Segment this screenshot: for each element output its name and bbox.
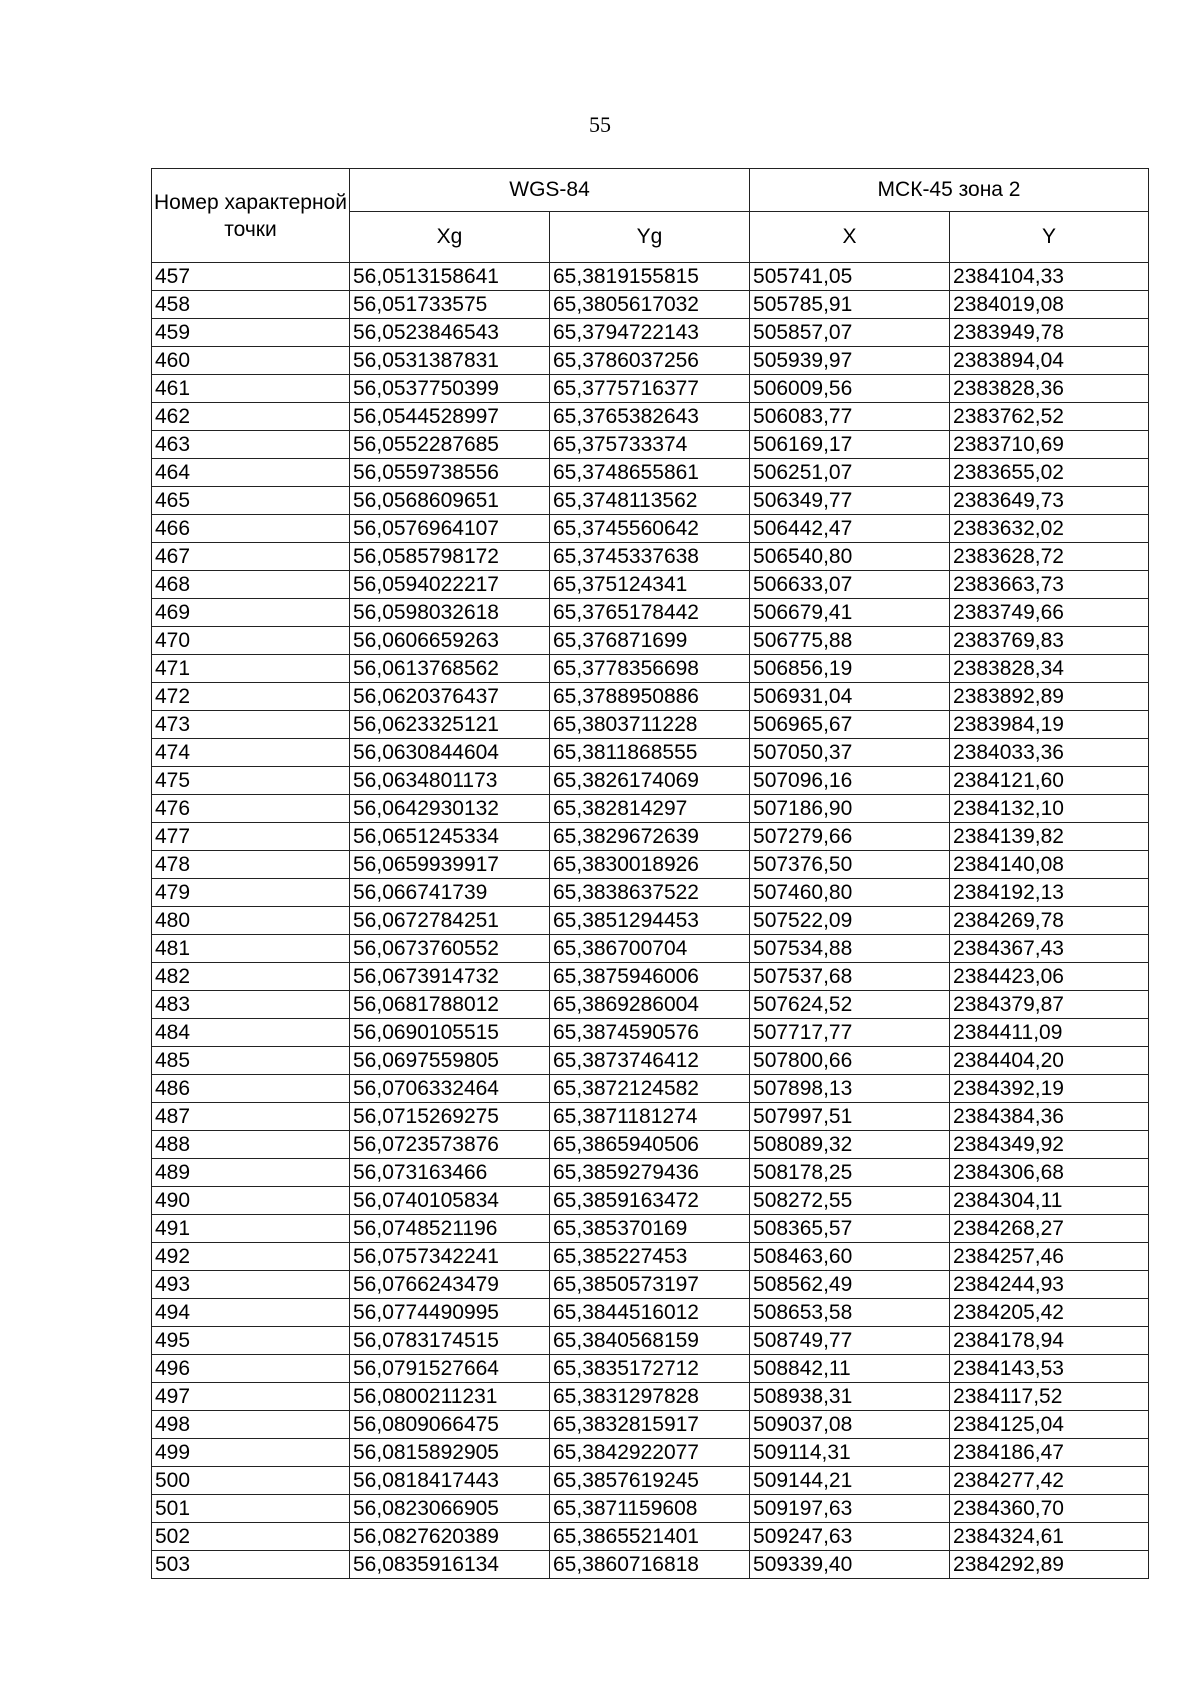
point-number-cell: 464 — [152, 459, 350, 487]
x-cell: 506679,41 — [750, 599, 950, 627]
xg-cell: 56,0513158641 — [350, 263, 550, 291]
table-row — [152, 1103, 1149, 1131]
xg-cell: 56,0723573876 — [350, 1131, 550, 1159]
xg-cell: 56,0697559805 — [350, 1047, 550, 1075]
table-row — [152, 1075, 1149, 1103]
table-row — [152, 1523, 1149, 1551]
yg-cell: 65,3788950886 — [550, 683, 750, 711]
x-cell: 508272,55 — [750, 1187, 950, 1215]
y-cell: 2384423,06 — [950, 963, 1149, 991]
y-cell: 2384360,70 — [950, 1495, 1149, 1523]
x-cell: 505857,07 — [750, 319, 950, 347]
yg-cell: 65,375124341 — [550, 571, 750, 599]
table-row — [152, 879, 1149, 907]
table-row — [152, 907, 1149, 935]
table-row — [152, 1439, 1149, 1467]
xg-cell: 56,0766243479 — [350, 1271, 550, 1299]
y-cell: 2383649,73 — [950, 487, 1149, 515]
xg-cell: 56,0748521196 — [350, 1215, 550, 1243]
point-number-cell: 479 — [152, 879, 350, 907]
point-number-cell: 470 — [152, 627, 350, 655]
table-row — [152, 1215, 1149, 1243]
table-row — [152, 935, 1149, 963]
point-number-cell: 498 — [152, 1411, 350, 1439]
xg-cell: 56,0673914732 — [350, 963, 550, 991]
y-cell: 2383628,72 — [950, 543, 1149, 571]
yg-cell: 65,3840568159 — [550, 1327, 750, 1355]
point-number-cell: 483 — [152, 991, 350, 1019]
x-header: X — [750, 212, 950, 263]
x-cell: 506083,77 — [750, 403, 950, 431]
yg-cell: 65,3830018926 — [550, 851, 750, 879]
y-cell: 2384244,93 — [950, 1271, 1149, 1299]
x-cell: 506251,07 — [750, 459, 950, 487]
table-row — [152, 683, 1149, 711]
x-cell: 508749,77 — [750, 1327, 950, 1355]
y-cell: 2384292,89 — [950, 1551, 1149, 1579]
yg-cell: 65,3844516012 — [550, 1299, 750, 1327]
xg-cell: 56,0681788012 — [350, 991, 550, 1019]
page-number: 55 — [589, 112, 611, 137]
xg-cell: 56,0672784251 — [350, 907, 550, 935]
xg-cell: 56,0620376437 — [350, 683, 550, 711]
yg-cell: 65,3748113562 — [550, 487, 750, 515]
yg-cell: 65,3875946006 — [550, 963, 750, 991]
yg-cell: 65,3745337638 — [550, 543, 750, 571]
xg-cell: 56,0594022217 — [350, 571, 550, 599]
y-cell: 2384178,94 — [950, 1327, 1149, 1355]
point-number-cell: 489 — [152, 1159, 350, 1187]
y-cell: 2384205,42 — [950, 1299, 1149, 1327]
xg-cell: 56,0630844604 — [350, 739, 550, 767]
yg-cell: 65,3775716377 — [550, 375, 750, 403]
xg-cell: 56,051733575 — [350, 291, 550, 319]
point-number-cell: 465 — [152, 487, 350, 515]
y-cell: 2384121,60 — [950, 767, 1149, 795]
table-row — [152, 431, 1149, 459]
y-cell: 2384192,13 — [950, 879, 1149, 907]
x-cell: 508653,58 — [750, 1299, 950, 1327]
xg-cell: 56,0815892905 — [350, 1439, 550, 1467]
table-row — [152, 291, 1149, 319]
table-row — [152, 263, 1149, 291]
point-number-cell: 463 — [152, 431, 350, 459]
y-cell: 2384257,46 — [950, 1243, 1149, 1271]
table-row — [152, 739, 1149, 767]
yg-cell: 65,3832815917 — [550, 1411, 750, 1439]
x-cell: 507534,88 — [750, 935, 950, 963]
y-cell: 2384349,92 — [950, 1131, 1149, 1159]
yg-cell: 65,3745560642 — [550, 515, 750, 543]
point-number-cell: 466 — [152, 515, 350, 543]
y-cell: 2383762,52 — [950, 403, 1149, 431]
point-number-cell: 457 — [152, 263, 350, 291]
table-row — [152, 1187, 1149, 1215]
x-cell: 506349,77 — [750, 487, 950, 515]
xg-cell: 56,0623325121 — [350, 711, 550, 739]
xg-cell: 56,073163466 — [350, 1159, 550, 1187]
yg-cell: 65,3865940506 — [550, 1131, 750, 1159]
point-number-cell: 480 — [152, 907, 350, 935]
y-cell: 2383828,36 — [950, 375, 1149, 403]
yg-cell: 65,375733374 — [550, 431, 750, 459]
y-cell: 2384140,08 — [950, 851, 1149, 879]
yg-cell: 65,3778356698 — [550, 655, 750, 683]
yg-cell: 65,3871181274 — [550, 1103, 750, 1131]
table-row — [152, 1551, 1149, 1579]
table-row — [152, 459, 1149, 487]
point-number-cell: 458 — [152, 291, 350, 319]
point-number-cell: 502 — [152, 1523, 350, 1551]
point-number-cell: 468 — [152, 571, 350, 599]
point-number-cell: 478 — [152, 851, 350, 879]
point-number-cell: 499 — [152, 1439, 350, 1467]
x-cell: 506540,80 — [750, 543, 950, 571]
x-cell: 508463,60 — [750, 1243, 950, 1271]
yg-header: Yg — [550, 212, 750, 263]
point-number-cell: 488 — [152, 1131, 350, 1159]
table-row — [152, 1243, 1149, 1271]
xg-cell: 56,0544528997 — [350, 403, 550, 431]
x-cell: 507624,52 — [750, 991, 950, 1019]
xg-header: Xg — [350, 212, 550, 263]
point-number-cell: 474 — [152, 739, 350, 767]
point-number-cell: 481 — [152, 935, 350, 963]
point-number-cell: 484 — [152, 1019, 350, 1047]
xg-cell: 56,0576964107 — [350, 515, 550, 543]
x-cell: 506169,17 — [750, 431, 950, 459]
xg-cell: 56,0537750399 — [350, 375, 550, 403]
yg-cell: 65,385227453 — [550, 1243, 750, 1271]
xg-cell: 56,0690105515 — [350, 1019, 550, 1047]
yg-cell: 65,3794722143 — [550, 319, 750, 347]
yg-cell: 65,382814297 — [550, 795, 750, 823]
y-cell: 2383749,66 — [950, 599, 1149, 627]
x-cell: 506442,47 — [750, 515, 950, 543]
x-cell: 508178,25 — [750, 1159, 950, 1187]
yg-cell: 65,3873746412 — [550, 1047, 750, 1075]
point-number-cell: 469 — [152, 599, 350, 627]
y-cell: 2383949,78 — [950, 319, 1149, 347]
table-row — [152, 1411, 1149, 1439]
x-cell: 507279,66 — [750, 823, 950, 851]
yg-cell: 65,3865521401 — [550, 1523, 750, 1551]
x-cell: 505785,91 — [750, 291, 950, 319]
yg-cell: 65,3859163472 — [550, 1187, 750, 1215]
x-cell: 508562,49 — [750, 1271, 950, 1299]
yg-cell: 65,386700704 — [550, 935, 750, 963]
table-row — [152, 487, 1149, 515]
x-cell: 509037,08 — [750, 1411, 950, 1439]
point-number-cell: 492 — [152, 1243, 350, 1271]
point-number-cell: 482 — [152, 963, 350, 991]
xg-cell: 56,0774490995 — [350, 1299, 550, 1327]
yg-cell: 65,3850573197 — [550, 1271, 750, 1299]
x-cell: 507096,16 — [750, 767, 950, 795]
x-cell: 509144,21 — [750, 1467, 950, 1495]
y-cell: 2383710,69 — [950, 431, 1149, 459]
xg-cell: 56,0568609651 — [350, 487, 550, 515]
yg-cell: 65,3826174069 — [550, 767, 750, 795]
y-cell: 2384033,36 — [950, 739, 1149, 767]
table-row — [152, 1327, 1149, 1355]
y-cell: 2384404,20 — [950, 1047, 1149, 1075]
y-cell: 2383984,19 — [950, 711, 1149, 739]
xg-cell: 56,0559738556 — [350, 459, 550, 487]
yg-cell: 65,3765178442 — [550, 599, 750, 627]
x-cell: 506633,07 — [750, 571, 950, 599]
point-number-cell: 503 — [152, 1551, 350, 1579]
point-number-cell: 459 — [152, 319, 350, 347]
y-header: Y — [950, 212, 1149, 263]
yg-cell: 65,3805617032 — [550, 291, 750, 319]
table-row — [152, 1131, 1149, 1159]
table-header — [152, 169, 1149, 263]
table-row — [152, 1467, 1149, 1495]
y-cell: 2384392,19 — [950, 1075, 1149, 1103]
y-cell: 2384384,36 — [950, 1103, 1149, 1131]
xg-cell: 56,066741739 — [350, 879, 550, 907]
x-cell: 507800,66 — [750, 1047, 950, 1075]
xg-cell: 56,0757342241 — [350, 1243, 550, 1271]
yg-cell: 65,3869286004 — [550, 991, 750, 1019]
point-number-cell: 476 — [152, 795, 350, 823]
xg-cell: 56,0634801173 — [350, 767, 550, 795]
xg-cell: 56,0523846543 — [350, 319, 550, 347]
table-row — [152, 543, 1149, 571]
x-cell: 509114,31 — [750, 1439, 950, 1467]
table-row — [152, 655, 1149, 683]
xg-cell: 56,0642930132 — [350, 795, 550, 823]
table-row — [152, 851, 1149, 879]
table-row — [152, 319, 1149, 347]
point-number-cell: 501 — [152, 1495, 350, 1523]
point-number-cell: 500 — [152, 1467, 350, 1495]
xg-cell: 56,0706332464 — [350, 1075, 550, 1103]
xg-cell: 56,0783174515 — [350, 1327, 550, 1355]
table-row — [152, 711, 1149, 739]
table-row — [152, 963, 1149, 991]
xg-cell: 56,0715269275 — [350, 1103, 550, 1131]
y-cell: 2384117,52 — [950, 1383, 1149, 1411]
x-cell: 507460,80 — [750, 879, 950, 907]
y-cell: 2384019,08 — [950, 291, 1149, 319]
x-cell: 508842,11 — [750, 1355, 950, 1383]
x-cell: 506009,56 — [750, 375, 950, 403]
x-cell: 505741,05 — [750, 263, 950, 291]
point-number-cell: 497 — [152, 1383, 350, 1411]
point-number-cell: 496 — [152, 1355, 350, 1383]
y-cell: 2383892,89 — [950, 683, 1149, 711]
xg-cell: 56,0606659263 — [350, 627, 550, 655]
y-cell: 2383769,83 — [950, 627, 1149, 655]
table-row — [152, 1019, 1149, 1047]
xg-cell: 56,0800211231 — [350, 1383, 550, 1411]
xg-cell: 56,0659939917 — [350, 851, 550, 879]
yg-cell: 65,3857619245 — [550, 1467, 750, 1495]
table-row — [152, 823, 1149, 851]
x-cell: 508365,57 — [750, 1215, 950, 1243]
x-cell: 507186,90 — [750, 795, 950, 823]
y-cell: 2383663,73 — [950, 571, 1149, 599]
xg-cell: 56,0651245334 — [350, 823, 550, 851]
coordinates-table — [151, 168, 1149, 1579]
point-number-cell: 495 — [152, 1327, 350, 1355]
xg-cell: 56,0531387831 — [350, 347, 550, 375]
xg-cell: 56,0823066905 — [350, 1495, 550, 1523]
x-cell: 509197,63 — [750, 1495, 950, 1523]
yg-cell: 65,3859279436 — [550, 1159, 750, 1187]
point-number-cell: 477 — [152, 823, 350, 851]
xg-cell: 56,0673760552 — [350, 935, 550, 963]
point-number-cell: 491 — [152, 1215, 350, 1243]
yg-cell: 65,3835172712 — [550, 1355, 750, 1383]
x-cell: 507997,51 — [750, 1103, 950, 1131]
x-cell: 507537,68 — [750, 963, 950, 991]
yg-cell: 65,385370169 — [550, 1215, 750, 1243]
y-cell: 2384367,43 — [950, 935, 1149, 963]
xg-cell: 56,0835916134 — [350, 1551, 550, 1579]
table-row — [152, 1355, 1149, 1383]
table-row — [152, 403, 1149, 431]
yg-cell: 65,3748655861 — [550, 459, 750, 487]
yg-cell: 65,3829672639 — [550, 823, 750, 851]
y-cell: 2384132,10 — [950, 795, 1149, 823]
table-row — [152, 1495, 1149, 1523]
point-number-cell: 475 — [152, 767, 350, 795]
y-cell: 2384104,33 — [950, 263, 1149, 291]
yg-cell: 65,3860716818 — [550, 1551, 750, 1579]
table-row — [152, 627, 1149, 655]
table-row — [152, 1159, 1149, 1187]
table-row — [152, 991, 1149, 1019]
x-cell: 509339,40 — [750, 1551, 950, 1579]
yg-cell: 65,376871699 — [550, 627, 750, 655]
point-number-cell: 460 — [152, 347, 350, 375]
msk45-header: МСК-45 зона 2 — [750, 169, 1149, 212]
yg-cell: 65,3838637522 — [550, 879, 750, 907]
yg-cell: 65,3819155815 — [550, 263, 750, 291]
table-row — [152, 795, 1149, 823]
point-number-cell: 494 — [152, 1299, 350, 1327]
yg-cell: 65,3765382643 — [550, 403, 750, 431]
point-number-cell: 490 — [152, 1187, 350, 1215]
yg-cell: 65,3803711228 — [550, 711, 750, 739]
y-cell: 2383655,02 — [950, 459, 1149, 487]
y-cell: 2383894,04 — [950, 347, 1149, 375]
table-row — [152, 375, 1149, 403]
xg-cell: 56,0740105834 — [350, 1187, 550, 1215]
table-row — [152, 1047, 1149, 1075]
x-cell: 505939,97 — [750, 347, 950, 375]
xg-cell: 56,0552287685 — [350, 431, 550, 459]
y-cell: 2384304,11 — [950, 1187, 1149, 1215]
xg-cell: 56,0818417443 — [350, 1467, 550, 1495]
x-cell: 507376,50 — [750, 851, 950, 879]
point-number-cell: 486 — [152, 1075, 350, 1103]
table-row — [152, 515, 1149, 543]
yg-cell: 65,3874590576 — [550, 1019, 750, 1047]
table-row — [152, 347, 1149, 375]
table-row — [152, 1383, 1149, 1411]
yg-cell: 65,3851294453 — [550, 907, 750, 935]
y-cell: 2384324,61 — [950, 1523, 1149, 1551]
xg-cell: 56,0791527664 — [350, 1355, 550, 1383]
y-cell: 2384379,87 — [950, 991, 1149, 1019]
x-cell: 507522,09 — [750, 907, 950, 935]
y-cell: 2384411,09 — [950, 1019, 1149, 1047]
point-number-cell: 472 — [152, 683, 350, 711]
y-cell: 2384277,42 — [950, 1467, 1149, 1495]
point-number-cell: 473 — [152, 711, 350, 739]
yg-cell: 65,3786037256 — [550, 347, 750, 375]
point-number-cell: 485 — [152, 1047, 350, 1075]
y-cell: 2383632,02 — [950, 515, 1149, 543]
y-cell: 2384268,27 — [950, 1215, 1149, 1243]
x-cell: 506775,88 — [750, 627, 950, 655]
point-number-cell: 467 — [152, 543, 350, 571]
y-cell: 2384143,53 — [950, 1355, 1149, 1383]
x-cell: 506965,67 — [750, 711, 950, 739]
x-cell: 506931,04 — [750, 683, 950, 711]
point-number-cell: 487 — [152, 1103, 350, 1131]
y-cell: 2384186,47 — [950, 1439, 1149, 1467]
y-cell: 2384139,82 — [950, 823, 1149, 851]
xg-cell: 56,0613768562 — [350, 655, 550, 683]
y-cell: 2383828,34 — [950, 655, 1149, 683]
point-number-header: Номер характерной точки — [152, 169, 350, 263]
yg-cell: 65,3871159608 — [550, 1495, 750, 1523]
xg-cell: 56,0809066475 — [350, 1411, 550, 1439]
x-cell: 509247,63 — [750, 1523, 950, 1551]
point-number-cell: 471 — [152, 655, 350, 683]
yg-cell: 65,3872124582 — [550, 1075, 750, 1103]
yg-cell: 65,3842922077 — [550, 1439, 750, 1467]
wgs84-header: WGS-84 — [350, 169, 750, 212]
x-cell: 506856,19 — [750, 655, 950, 683]
xg-cell: 56,0585798172 — [350, 543, 550, 571]
point-number-cell: 493 — [152, 1271, 350, 1299]
table-row — [152, 1271, 1149, 1299]
x-cell: 508089,32 — [750, 1131, 950, 1159]
point-number-cell: 461 — [152, 375, 350, 403]
xg-cell: 56,0827620389 — [350, 1523, 550, 1551]
y-cell: 2384125,04 — [950, 1411, 1149, 1439]
y-cell: 2384306,68 — [950, 1159, 1149, 1187]
table-row — [152, 1299, 1149, 1327]
table-row — [152, 599, 1149, 627]
xg-cell: 56,0598032618 — [350, 599, 550, 627]
x-cell: 507717,77 — [750, 1019, 950, 1047]
x-cell: 507898,13 — [750, 1075, 950, 1103]
point-number-cell: 462 — [152, 403, 350, 431]
table-row — [152, 571, 1149, 599]
y-cell: 2384269,78 — [950, 907, 1149, 935]
table-row — [152, 767, 1149, 795]
x-cell: 508938,31 — [750, 1383, 950, 1411]
table-body — [152, 263, 1149, 1579]
yg-cell: 65,3831297828 — [550, 1383, 750, 1411]
yg-cell: 65,3811868555 — [550, 739, 750, 767]
x-cell: 507050,37 — [750, 739, 950, 767]
